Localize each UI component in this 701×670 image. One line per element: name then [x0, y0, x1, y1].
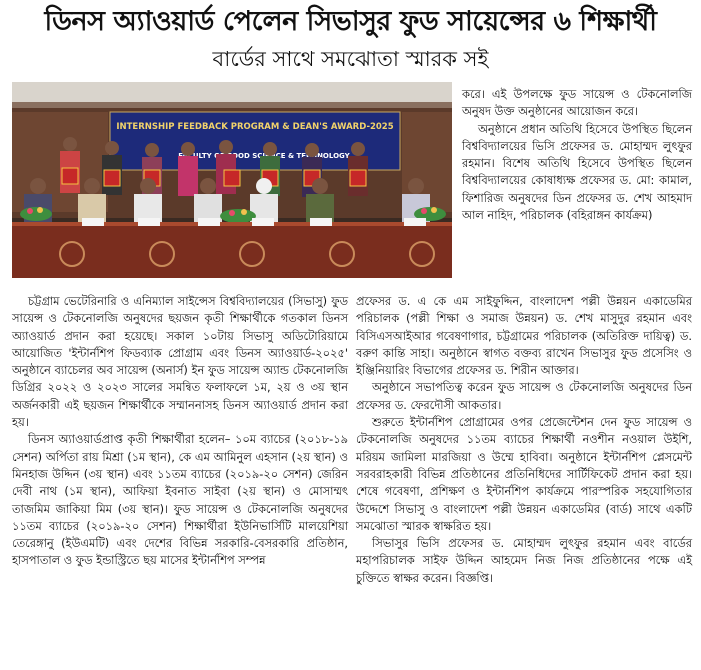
news-photo [12, 82, 452, 278]
banner-title: INTERNSHIP FEEDBACK PROGRAM & DEAN'S AWARD-2025 [116, 122, 394, 132]
paragraph: শুরুতে ইন্টার্নশিপ প্রোগ্রামের ওপর প্রেজেন্টেশন দেন ফুড সায়েন্স ও টেকনোলজি অনুষদের ১১তম ব্যাচের শিক্ষার্থী নওশীন নওয়াল উইশি, মরিয়ম জামিলা মারজিয়া ও উম্মে হাবিবা। অনুষ্ঠানে ইন্টার্নশিপ প্লেসমেন্ট সরবরাহকারী বিভিন্ন প্রতিষ্ঠানের প্রতিনিধিদের সার্টিফিকেট প্রদান করা হয়। শেষে গবেষণা, প্রশিক্ষণ ও ইন্টার্নশিপ কার্যক্রমে পারস্পরিক সহযোগিতার উদ্দেশে সিভাসু ও বাংলাদেশ পল্লী উন্নয়ন একাডেমির (বার্ড) সাথে একটি সমঝোতা স্মারক স্বাক্ষরিত হয়। [356, 415, 692, 533]
right-column-bottom [356, 293, 692, 587]
paragraph: চট্টগ্রাম ভেটেরিনারি ও এনিম্যাল সাইন্সেস বিশ্ববিদ্যালয়ের (সিভাসু) ফুড সায়েন্স ও টেকনোলজি অনুষদের ছয়জন কৃতী শিক্ষার্থীকে গতকাল ডিনস অ্যাওয়ার্ড প্রদান করা হয়েছে। সকাল ১০টায় সিভাসু অডিটোরিয়ামে আয়োজিত 'ইন্টার্নশিপ ফিডব্যাক প্রোগ্রাম এবং ডিনস অ্যাওয়ার্ড-২০২৫' অনুষ্ঠানে ব্যাচেলর অব সায়েন্স (অনার্স) ইন ফুড সায়েন্স অ্যান্ড টেকনোলজি ডিগ্রির ২০২২ ও ২০২৩ সালের সমন্বিত ফলাফলে ১ম, ২য় ও ৩য় স্থান অর্জনকারী এই ছয়জন শিক্ষার্থীকে সম্মাননাসহ ডিনস অ্যাওয়ার্ড প্রদান করা হয়। [12, 294, 348, 430]
left-column [12, 293, 348, 570]
paragraph: প্রফেসর ড. এ কে এম সাইফুদ্দিন, বাংলাদেশ পল্লী উন্নয়ন একাডেমির পরিচালক (পল্লী শিক্ষা ও সমাজ উন্নয়ন) ড. শেখ মাসুদুর রহমান এবং বিসিএসআইআর গবেষণাগার, চট্টগ্রামের পরিচালক (অতিরিক্ত দায়িত্ব) ড. বরুণ কান্তি সাহা। অনুষ্ঠানে স্বাগত বক্তব্য রাখেন সিভাসুর ফুড প্রসেসিং ও ইঞ্জিনিয়ারিং বিভাগের প্রফেসর ড. শিরীন আক্তার। [356, 294, 692, 378]
paragraph: অনুষ্ঠানে প্রধান অতিথি হিসেবে উপস্থিত ছিলেন বিশ্ববিদ্যালয়ের ভিসি প্রফেসর ড. মোহাম্মদ লুৎফুর রহমান। বিশেষ অতিথি হিসেবে উপস্থিত ছিলেন বিশ্ববিদ্যালয়ের কোষাধ্যক্ষ প্রফেসর ড. মো: কামাল, ফিশারিজ অনুষদের ডিন প্রফেসর ড. শেখ আহমাদ আল নাহিদ, পরিচালক (বহিরাঙ্গন কার্যক্রম) [462, 121, 692, 223]
paragraph: ডিনস অ্যাওয়ার্ডপ্রাপ্ত কৃতী শিক্ষার্থীরা হলেন– ১০ম ব্যাচের (২০১৮-১৯ সেশন) অর্পিতা রায় মিশ্রা (১ম স্থান), কে এম আমিনুল এহসান (২য় স্থান) ও মিনহাজ উদ্দিন (৩য় স্থান) এবং ১১তম ব্যাচের (২০১৯-২০ সেশন) জেরিন দেবী নাথ (১ম স্থান), আফিয়া ইবনাত সাইবা (২য় স্থান) ও মোসাম্মৎ তাজমিম জাকিয়া মিম (৩য় স্থান)। ফুড সায়েন্স ও টেকনোলজি অনুষদের ১১তম ব্যাচের (২০১৯-২০ সেশন) শিক্ষার্থীরা ইউনিভার্সিটি মালয়েশিয়া তেরেঙ্গানু (ইউএমটি) এবং দেশের বিভিন্ন সরকারি-বেসরকারি প্রতিষ্ঠান, হাসপাতাল ও ফুড ইন্ডাস্ট্রিতে ছয় মাসের ইন্টার্নশিপ সম্পন্ন [12, 432, 348, 568]
banner-faculty: FOOD & TECHNOLOGY [227, 152, 350, 160]
paragraph: সিভাসুর ভিসি প্রফেসর ড. মোহাম্মদ লুৎফুর রহমান এবং বার্ডের মহাপরিচালক সাইফ উদ্দিন আহমেদ নিজ নিজ প্রতিষ্ঠানের পক্ষে এই চুক্তিতে স্বাক্ষর করেন। বিজ্ঞপ্তি। [356, 536, 692, 585]
paragraph: অনুষ্ঠানে সভাপতিত্ব করেন ফুড সায়েন্স ও টেকনোলজি অনুষদের ডিন প্রফেসর ড. ফেরদৌসী আকতার। [356, 380, 692, 412]
subheadline: বার্ডের সাথে সমঝোতা স্মারক সই [212, 47, 489, 71]
paragraph: করে। এই উপলক্ষে ফুড সায়েন্স ও টেকনোলজি অনুষদ উক্ত অনুষ্ঠানের আয়োজন করে। [462, 87, 692, 119]
headline: ডিনস অ্যাওয়ার্ড পেলেন সিভাসুর ফুড সায়েন্সের ৬ শিক্ষার্থী [44, 6, 657, 37]
right-column-top [462, 86, 692, 224]
